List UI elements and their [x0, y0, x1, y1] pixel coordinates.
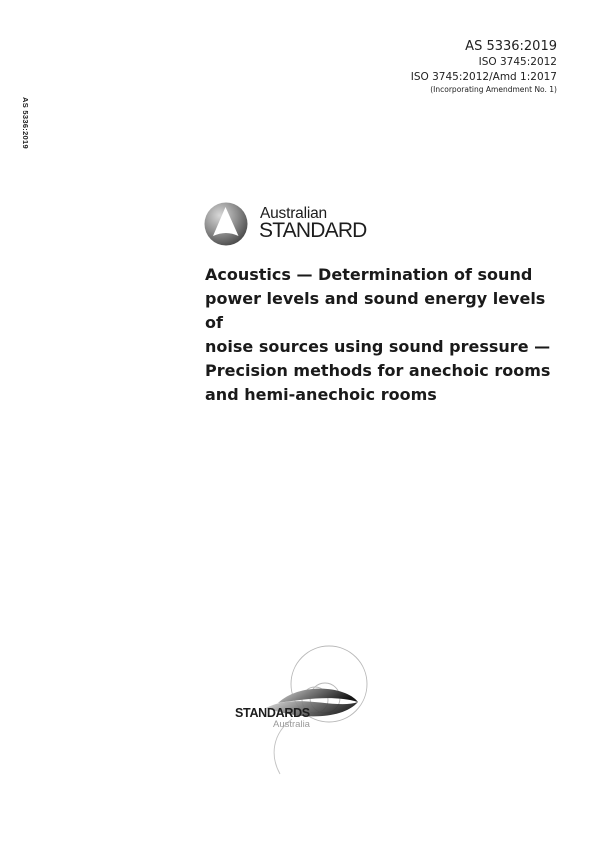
- title-line: Acoustics — Determination of sound: [205, 265, 533, 284]
- australian-standard-logo: [203, 200, 373, 248]
- title-line: Precision methods for anechoic rooms: [205, 361, 551, 380]
- as-number: AS 5336:2019: [465, 39, 557, 54]
- iso-number: ISO 3745:2012: [478, 56, 557, 68]
- logo-word-standard: STANDARD: [259, 219, 367, 242]
- iso-amendment-number: ISO 3745:2012/Amd 1:2017: [410, 70, 557, 83]
- logo-word-australian: Australian: [260, 205, 327, 222]
- logo-word-australia: Australia: [273, 719, 310, 730]
- australian-standard-emblem-icon: [203, 201, 249, 247]
- title-line: and hemi-anechoic rooms: [205, 385, 437, 404]
- standards-australia-logo: [226, 640, 376, 780]
- spine-standard-number: AS 5336:2019: [21, 97, 30, 149]
- title-line: power levels and sound energy levels of: [205, 289, 546, 332]
- logo-word-standards: STANDARDS: [235, 706, 310, 720]
- title-line: noise sources using sound pressure —: [205, 337, 551, 356]
- standard-numbers: [411, 40, 557, 94]
- document-title: [205, 263, 565, 407]
- amendment-note: (Incorporating Amendment No. 1): [430, 85, 557, 94]
